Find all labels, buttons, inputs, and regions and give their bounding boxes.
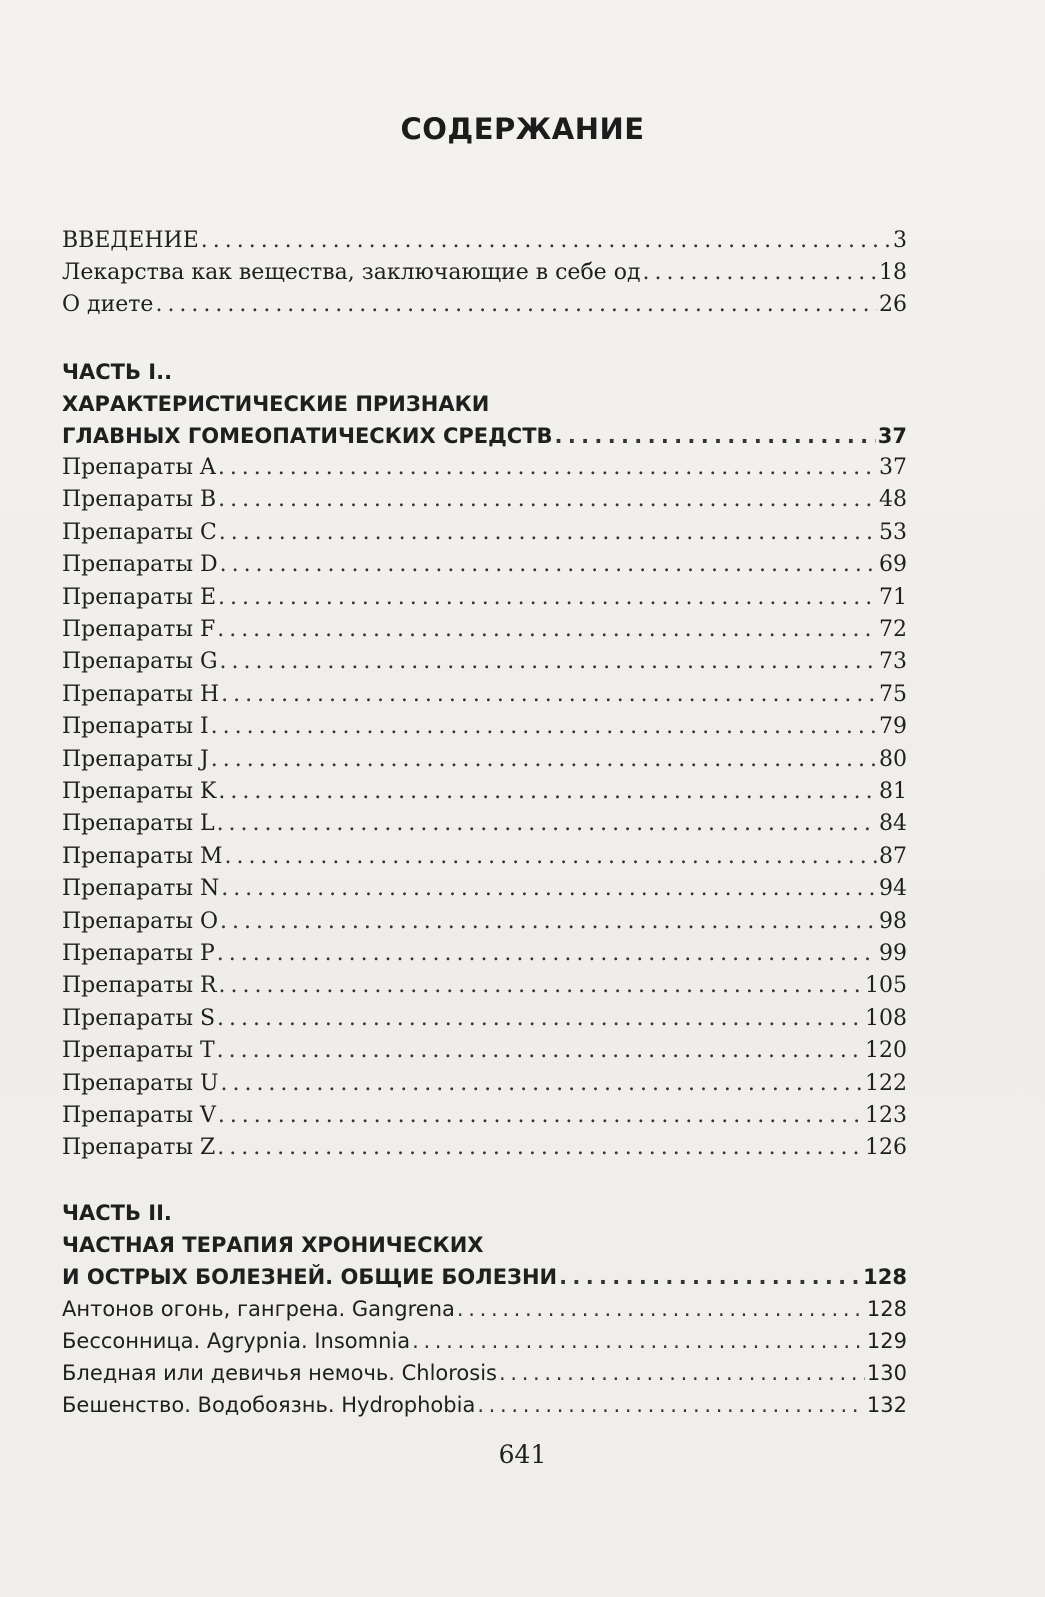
part2-heading-title-line2: И ОСТРЫХ БОЛЕЗНЕЙ. ОБЩИЕ БОЛЕЗНИ . . . 128 [62, 1261, 907, 1293]
toc-entry-page: 26 [879, 292, 907, 317]
dot-leader [218, 582, 877, 614]
toc-entry-page: 72 [879, 617, 907, 642]
dot-leader [217, 938, 877, 970]
toc-entry-label: Препараты I [62, 714, 209, 740]
toc-entry-label: Препараты C [62, 519, 217, 545]
toc-entry [62, 1068, 907, 1100]
toc-entry-page: 99 [879, 941, 907, 966]
toc-entry-page: 79 [879, 714, 907, 740]
toc-entry-page: 129 [866, 1329, 907, 1353]
toc-entry-label: Препараты O [62, 908, 218, 934]
toc-entry-page: 98 [879, 908, 907, 934]
toc-entry-label: Препараты V [62, 1103, 216, 1128]
part1-heading-title-line2: ГЛАВНЫХ ГОМЕОПАТИЧЕСКИХ СРЕДСТВ . . . 37 [62, 420, 907, 452]
toc-entry [62, 582, 907, 614]
toc-entry-label: Препараты L [62, 811, 215, 837]
toc-entry-label: Бледная или девичья немочь. Chlorosis [62, 1361, 497, 1385]
toc-entry-label: Бессонница. Agrypnia. Insomnia [62, 1329, 411, 1353]
dot-leader [217, 1132, 863, 1164]
dot-leader [643, 257, 878, 289]
toc-entry [62, 841, 907, 873]
toc-entry [62, 808, 907, 840]
toc-entry-page: 81 [879, 779, 907, 804]
part2-heading-title-line1: ЧАСТНАЯ ТЕРАПИЯ ХРОНИЧЕСКИХ [62, 1233, 484, 1257]
toc-entry-label: Препараты U [62, 1070, 219, 1096]
toc-entry-label: Препараты R [62, 973, 217, 999]
toc-entry-page: 73 [879, 649, 907, 675]
dot-leader [218, 1100, 863, 1132]
dot-leader [555, 420, 876, 452]
dot-leader [218, 776, 877, 808]
toc-entry [62, 873, 907, 905]
toc-entry [62, 744, 907, 776]
dot-leader [211, 744, 877, 776]
toc-entry-page: 18 [879, 260, 907, 285]
toc-entry-label: Препараты T [62, 1038, 215, 1064]
toc-entry-label: Препараты Z [62, 1135, 216, 1161]
page-title: СОДЕРЖАНИЕ [400, 112, 645, 146]
dot-leader [218, 484, 877, 516]
toc-entry-page: 132 [866, 1393, 907, 1417]
toc-entry [62, 484, 907, 516]
dot-leader [218, 452, 877, 484]
toc-entry [62, 646, 907, 678]
toc-entry-page: 53 [879, 519, 907, 545]
dot-leader [217, 808, 877, 840]
toc-entry-label: Антонов огонь, гангрена. Gangrena [62, 1297, 455, 1321]
toc-entry [62, 452, 907, 484]
toc-entry-label: Препараты S [62, 1005, 216, 1031]
toc-entry-page: 75 [879, 681, 907, 707]
toc-entry-label: Препараты K [62, 779, 217, 804]
toc-entry [62, 711, 907, 743]
dot-leader [224, 841, 877, 873]
dot-leader [219, 970, 863, 1002]
toc-entry [62, 776, 907, 808]
toc-entry [62, 1132, 907, 1164]
dot-leader [220, 906, 877, 938]
dot-leader [201, 225, 891, 257]
toc-entry-diet [62, 289, 907, 321]
toc-entry-label: Препараты P [62, 941, 215, 966]
dot-leader [559, 1261, 861, 1293]
toc-entry-page: 37 [877, 424, 907, 448]
toc-entry-page: 122 [865, 1070, 907, 1096]
toc-entry-label: О диете [62, 292, 154, 317]
toc-entry-label: Препараты E [62, 584, 216, 610]
toc-entry [62, 679, 907, 711]
toc-entry-label: ВВЕДЕНИЕ [62, 228, 199, 253]
dot-leader [220, 646, 877, 678]
toc-entry-page: 37 [879, 455, 907, 480]
toc-entry-label: Препараты J [62, 746, 209, 772]
toc-entry-label: Лекарства как вещества, заключающие в себе од [62, 260, 641, 285]
toc-entry-page: 123 [865, 1103, 907, 1128]
toc-entry [62, 614, 907, 646]
toc-entry-page: 120 [865, 1038, 907, 1064]
toc-entry [62, 1357, 907, 1389]
dot-leader [220, 1068, 863, 1100]
toc-entry [62, 517, 907, 549]
dot-leader [477, 1389, 865, 1421]
toc-entry-page: 130 [866, 1361, 907, 1385]
toc-entry-page: 71 [879, 584, 907, 610]
page-number: 641 [498, 1440, 547, 1469]
toc-entry-page: 84 [879, 811, 907, 837]
toc-entry [62, 1293, 907, 1325]
toc-entry-label: Препараты A [62, 455, 216, 480]
toc-entry-label: Бешенство. Водобоязнь. Hydrophobia [62, 1393, 476, 1417]
toc-entry [62, 970, 907, 1002]
toc-entry [62, 1035, 907, 1067]
part1-heading-title-line1: ХАРАКТЕРИСТИЧЕСКИЕ ПРИЗНАКИ [62, 392, 490, 416]
toc-entry-page: 108 [865, 1005, 907, 1031]
toc-entry-label: Препараты G [62, 649, 218, 675]
dot-leader [499, 1357, 865, 1389]
toc-entry-introduction [62, 225, 907, 257]
dot-leader [155, 289, 877, 321]
part2-heading-number: ЧАСТЬ II. [62, 1201, 172, 1225]
toc-entry [62, 1003, 907, 1035]
toc-entry-label: Препараты N [62, 876, 220, 902]
toc-entry-label: Препараты B [62, 487, 217, 513]
toc-entry-page: 126 [865, 1135, 907, 1161]
toc-entry [62, 1389, 907, 1421]
dot-leader [457, 1293, 865, 1325]
toc-entry-page: 3 [893, 228, 907, 253]
toc-entry-label: Препараты M [62, 843, 223, 869]
toc-entry [62, 938, 907, 970]
toc-entry-label: Препараты F [62, 617, 216, 642]
part1-heading-number: ЧАСТЬ I.. [62, 360, 173, 384]
dot-leader [217, 1035, 863, 1067]
dot-leader [412, 1325, 865, 1357]
toc-entry [62, 1100, 907, 1132]
toc-entry-page: 128 [866, 1297, 907, 1321]
toc-entry-page: 105 [865, 973, 907, 999]
dot-leader [220, 549, 877, 581]
dot-leader [211, 711, 877, 743]
toc-entry-label: Препараты D [62, 552, 218, 578]
dot-leader [217, 1003, 863, 1035]
dot-leader [221, 679, 877, 711]
toc-entry-page: 87 [879, 843, 907, 869]
toc-entry-page: 80 [879, 746, 907, 772]
toc-entry-medicines [62, 257, 907, 289]
toc-entry [62, 549, 907, 581]
toc-entry-page: 128 [863, 1265, 907, 1289]
dot-leader [221, 873, 877, 905]
toc-entry [62, 906, 907, 938]
toc-entry-label: Препараты H [62, 681, 220, 707]
toc-entry [62, 1325, 907, 1357]
dot-leader [217, 614, 877, 646]
toc-entry-page: 69 [879, 552, 907, 578]
toc-entry-page: 94 [879, 876, 907, 902]
toc-entry-page: 48 [879, 487, 907, 513]
dot-leader [219, 517, 877, 549]
